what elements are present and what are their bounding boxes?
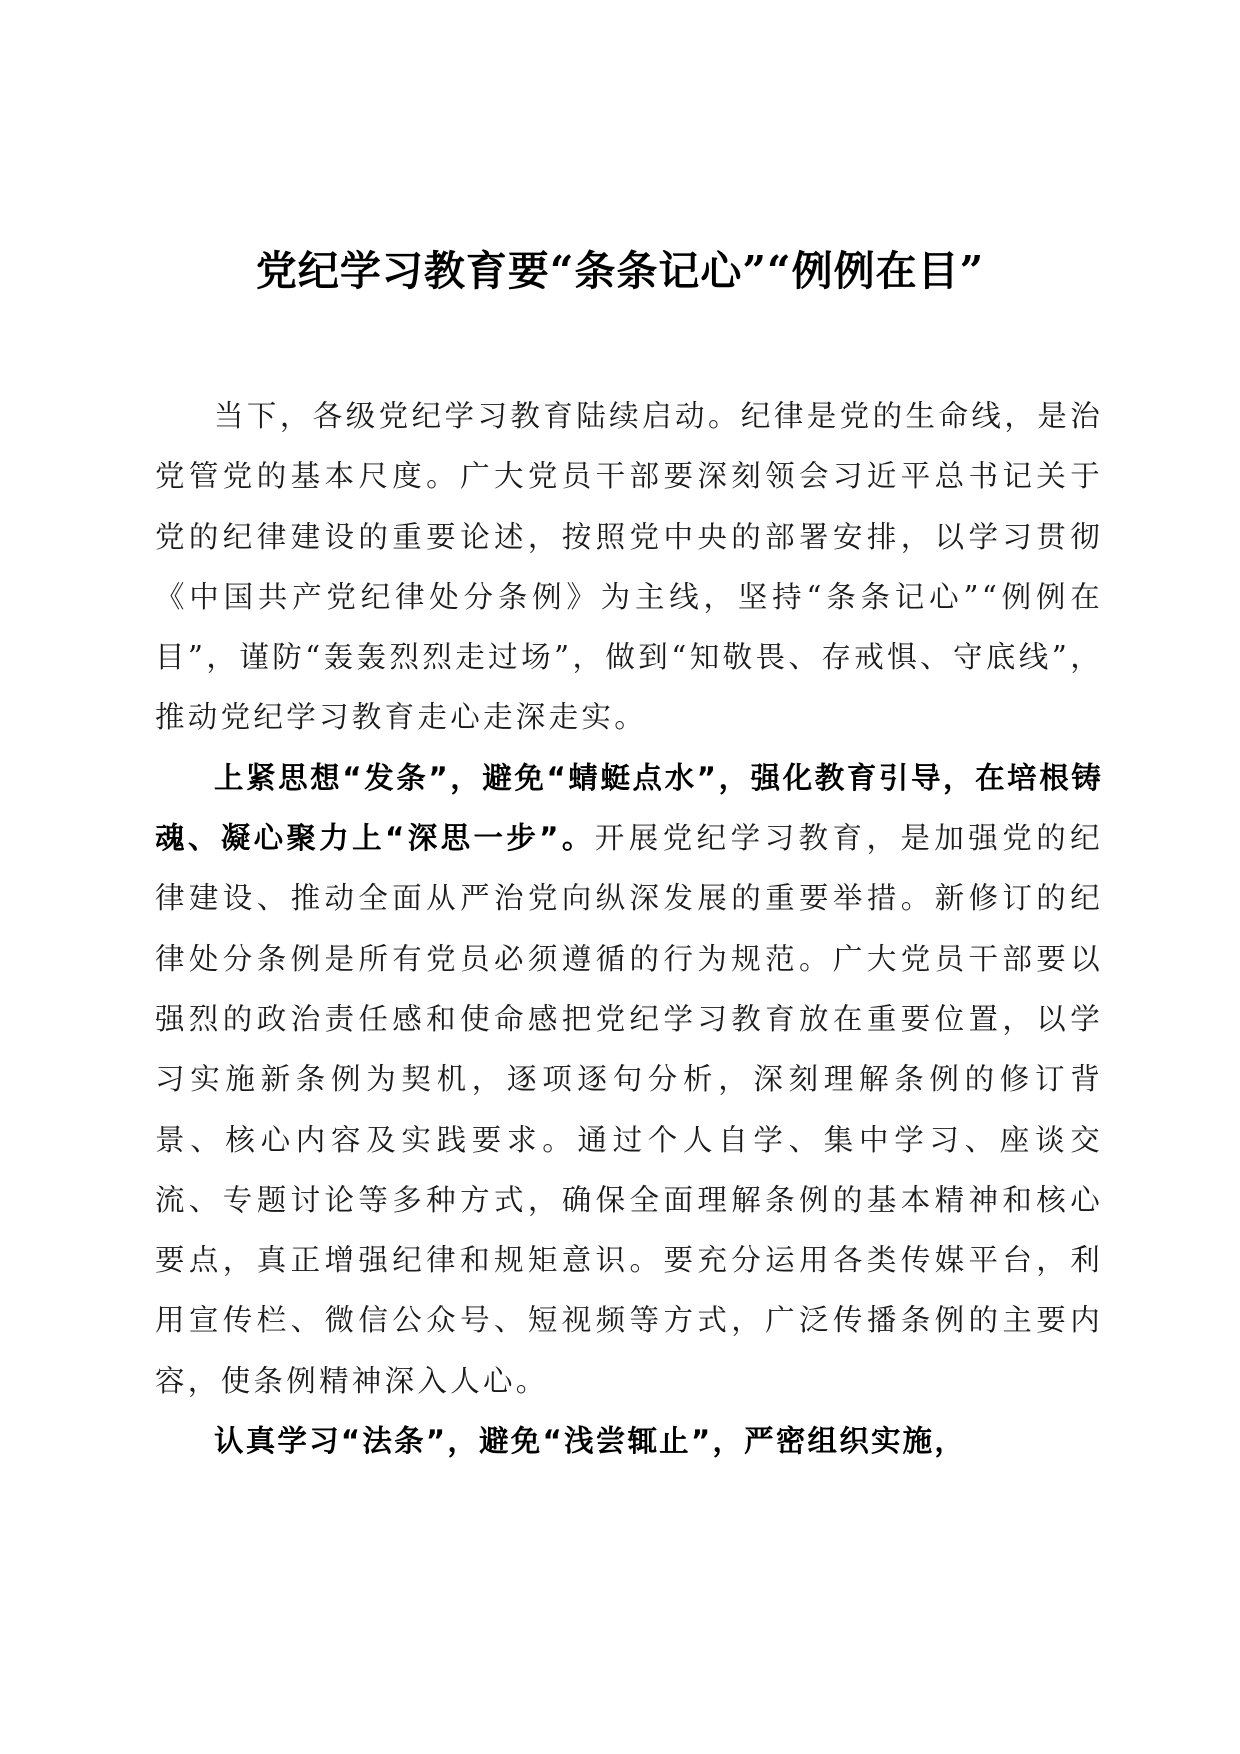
paragraph-text: 开展党纪学习教育，是加强党的纪律建设、推动全面从严治党向纵深发展的重要举措。新修订的纪律处分条例是所有党员必须遵循的行为规范。广大党员干部要以强烈的政治责任感和使命感把党纪学习教育放在重要位置，以学习实施新条例为契机，逐项逐句分析，深刻理解条例的修订背景、核心内容及实践要求。通过个人自学、集中学习、座谈交流、专题讨论等多种方式，确保全面理解条例的基本精神和核心要点，真正增强纪律和规矩意识。要充分运用各类传媒平台，利用宣传栏、微信公众号、短视频等方式，广泛传播条例的主要内容，使条例精神深入人心。 xyxy=(155,821,1103,1398)
page-title: 党纪学习教育要“条条记心”“例例在目” xyxy=(255,247,985,295)
document-body xyxy=(155,386,1103,1471)
paragraph-lead: 认真学习“法条”，避免“浅尝辄止”，严密组织实施， xyxy=(214,1424,967,1459)
paragraph-text: 当下，各级党纪学习教育陆续启动。纪律是党的生命线，是治党管党的基本尺度。广大党员干部要深刻领会习近平总书记关于党的纪律建设的重要论述，按照党中央的部署安排，以学习贯彻《中国共产党纪律处分条例》为主线，坚持“条条记心”“例例在目”，谨防“轰轰烈烈走过场”，做到“知敬畏、存戒惧、守底线”，推动党纪学习教育走心走深走实。 xyxy=(155,399,1103,735)
paragraph-section-1 xyxy=(155,748,1103,1411)
paragraph-section-2 xyxy=(155,1411,1103,1471)
paragraph-lead: 上紧思想“发条”，避免“蜻蜓点水”，强化教育引导，在培根铸魂、凝心聚力上“深思一步”。 xyxy=(155,760,1103,856)
paragraph-intro xyxy=(155,386,1103,748)
